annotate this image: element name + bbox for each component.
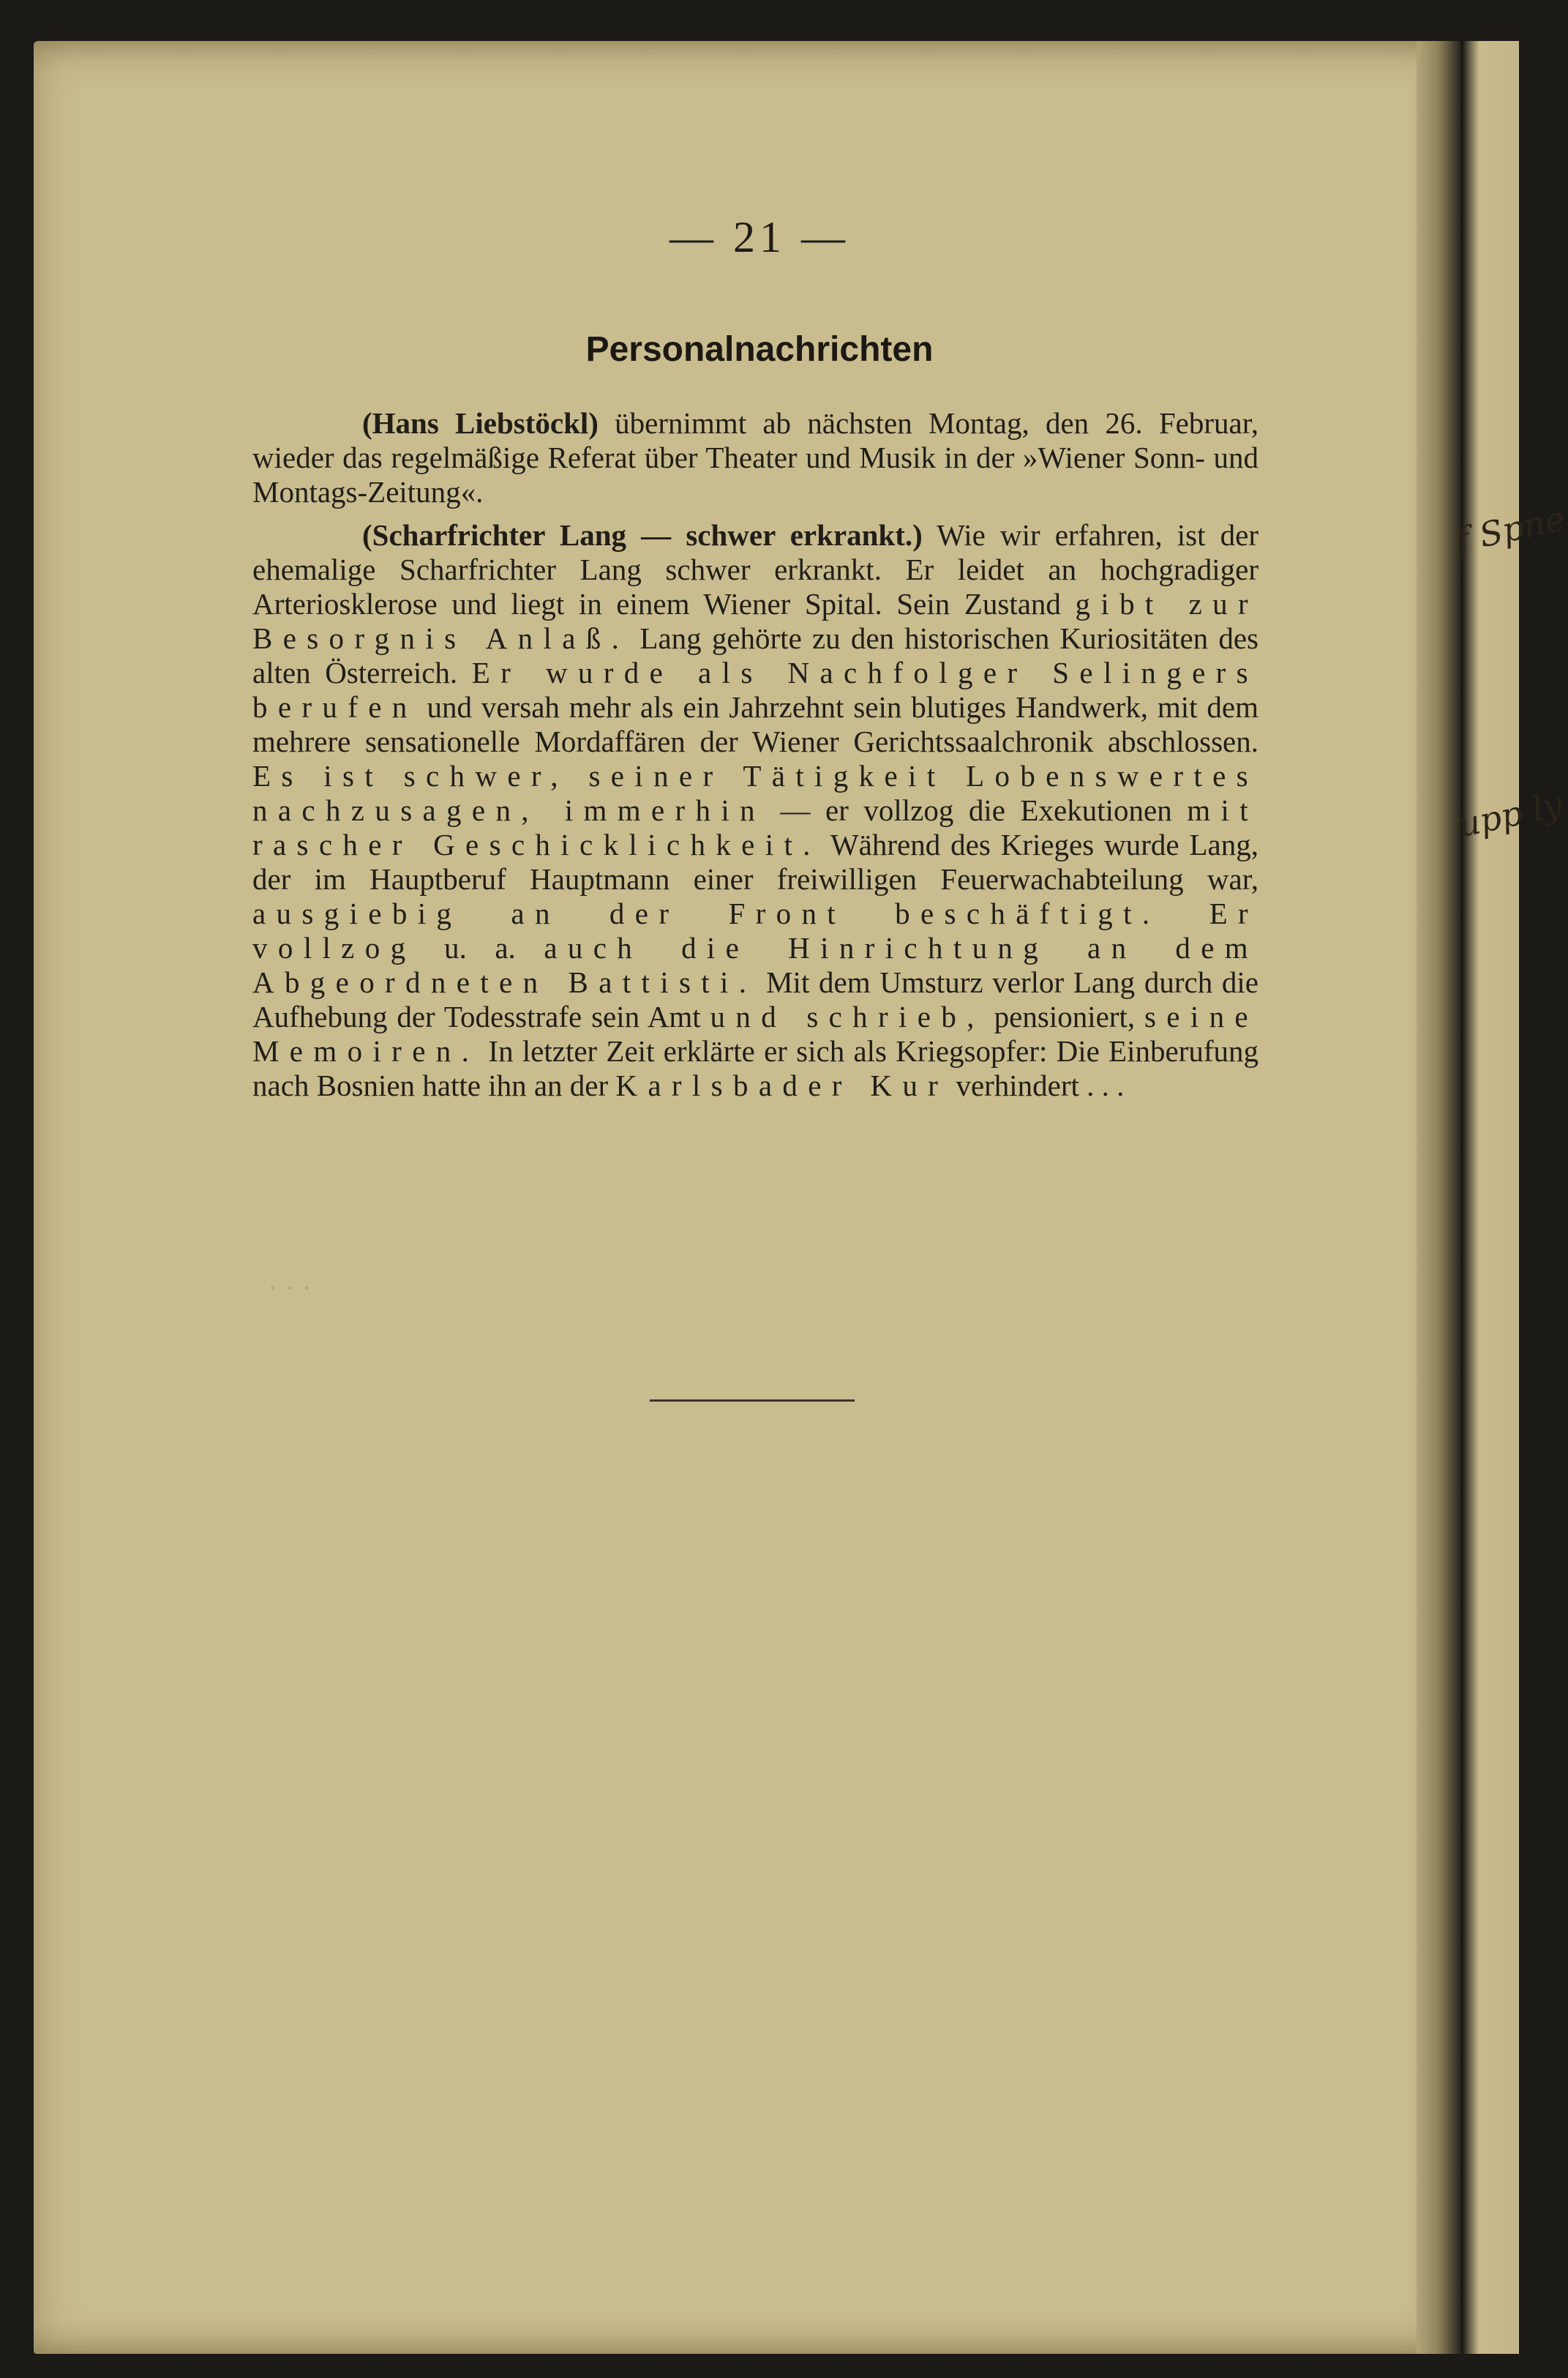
news-item-liebstoeckl — [252, 406, 1258, 509]
item-text: übernimmt ab nächsten Montag, den 26. Februar, wieder das regelmäßige Referat über Theater und Musik in der »Wiener Sonn- und Montags-Zeitung«. — [252, 406, 1258, 509]
text-run: — er vollzog die Exekutionen — [765, 793, 1188, 827]
item-title: (Scharfrichter Lang — schwer erkrankt.) — [362, 518, 923, 552]
text-run: In letzter Zeit erklärte er sich als Kriegsopfer: Die Einberufung nach Bosnien hatte ihn an der — [252, 1034, 1258, 1102]
spaced-emphasis: mit rascher Geschicklichkeit. — [252, 793, 1258, 861]
spaced-emphasis: gibt zur Besorgnis Anlaß. — [252, 587, 1258, 655]
spaced-emphasis: Er wurde als Nachfolger Selingers berufen — [252, 656, 1258, 724]
book-page — [34, 41, 1460, 2354]
text-run: Wie wir erfahren, ist der ehemalige Scharfrichter Lang schwer erkrankt. Er leidet an hochgradiger Arteriosklerose und liegt in einem Wiener Spital. Sein Zustand — [252, 518, 1258, 621]
section-divider — [650, 1399, 855, 1402]
spaced-emphasis: Es ist schwer, seiner Tätigkeit Lobenswertes nachzusagen, immerhin — [252, 759, 1258, 827]
text-run: pensioniert, — [984, 1000, 1144, 1033]
spaced-emphasis: ausgiebig an der Front beschäftigt. Er vollzog — [252, 897, 1258, 965]
section-heading: Personalnachrichten — [585, 330, 934, 369]
text-run: Mit dem Umsturz verlor Lang durch die Aufhebung der Todesstrafe sein Amt — [252, 965, 1258, 1033]
item-title: (Hans Liebstöckl) — [362, 406, 599, 440]
text-run: u. a. — [416, 931, 544, 965]
article-body — [252, 406, 1258, 1112]
text-run: Während des Krieges wurde Lang, der im Hauptberuf Hauptmann einer freiwilligen Feuerwachabteilung war, — [252, 828, 1258, 896]
text-run: verhindert . . . — [948, 1069, 1125, 1102]
page-number: — 21 — — [669, 213, 849, 261]
spaced-emphasis: auch die Hinrichtung an dem Abgeordneten Battisti. — [252, 931, 1258, 999]
next-page-edge — [1453, 41, 1568, 2354]
text-run: und versah mehr als ein Jahrzehnt sein blutiges Handwerk, mit dem mehrere sensationelle Mordaffären der Wiener Gerichtssaalchronik abschlossen. — [252, 690, 1258, 758]
spaced-emphasis: Karlsbader Kur — [615, 1069, 949, 1102]
spaced-emphasis: seine Memoiren. — [252, 1000, 1258, 1068]
handwritten-margin-note: upp ly — [1454, 784, 1566, 845]
page-gutter-shadow — [1417, 41, 1460, 2354]
news-item-lang — [252, 518, 1258, 1103]
handwritten-margin-note: f Spne — [1453, 498, 1568, 560]
bleed-through-text: · · · — [268, 1271, 312, 1304]
text-run: Lang gehörte zu den historischen Kuriositäten des alten Österreich. — [252, 621, 1259, 689]
spaced-emphasis: und schrieb, — [710, 1000, 985, 1033]
